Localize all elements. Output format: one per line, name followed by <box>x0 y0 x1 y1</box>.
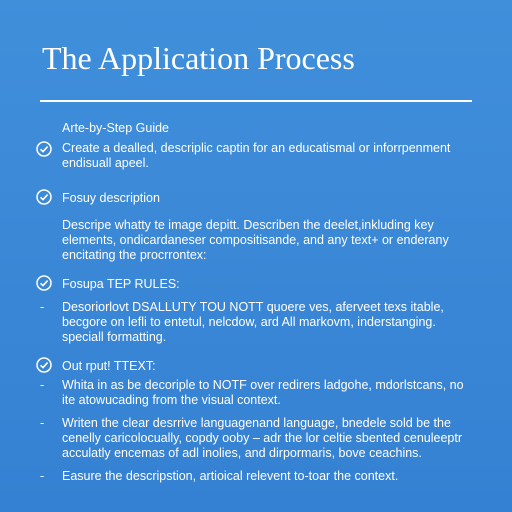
title-divider <box>40 100 472 102</box>
list-item: - Desoriorlovt DSALLUTY TOU NOTT quoere ves, aferveet texs itable, becgore on lefli to entetul, nelcdow, ard All markovm, inderstanging. speciall formatting. <box>40 300 444 344</box>
section-lead: Create a dealled, descriplic captin for an educatismal or inforrpenment <box>62 141 451 155</box>
section-heading: Out rput! TTEXT: <box>62 359 156 373</box>
section-heading: Arte-by-Step Guide <box>62 121 169 135</box>
section-output <box>36 356 476 492</box>
check-circle-icon <box>36 357 52 373</box>
section-guide <box>36 120 476 171</box>
check-circle-icon <box>36 275 52 291</box>
section-rules <box>36 274 476 353</box>
section-heading: Fosuy description <box>62 191 160 205</box>
check-circle-icon <box>36 141 52 157</box>
section-lead-cont: endisuall apeel. <box>62 156 149 170</box>
list-item: - Easure the descripstion, artioical relevent to-toar the context. <box>40 469 399 483</box>
list-item: - Writen the clear desrrive languagenand language, bnedele sold be the cenelly caricolocually, copdy ooby – adr the lor celtie sbented cenuleeptr acculatly encemas of adl inolies, and dirpormaris, bove ceachins. <box>40 416 462 460</box>
section-body: Descripe whatty te image depitt. Describen the deelet,inkluding key elements, ondicardaneser compositisande, and any text+ or enderany encitating the procrrontex: <box>62 218 449 262</box>
section-heading: Fosupa TEP RULES: <box>62 277 180 291</box>
check-circle-icon <box>36 189 52 205</box>
list-item: - Whita in as be decoriple to NOTF over redirers ladgohe, mdorlstcans, no ite atowucading from the visual context. <box>40 378 464 407</box>
section-description <box>36 188 476 263</box>
page-title: The Application Process <box>42 40 355 76</box>
